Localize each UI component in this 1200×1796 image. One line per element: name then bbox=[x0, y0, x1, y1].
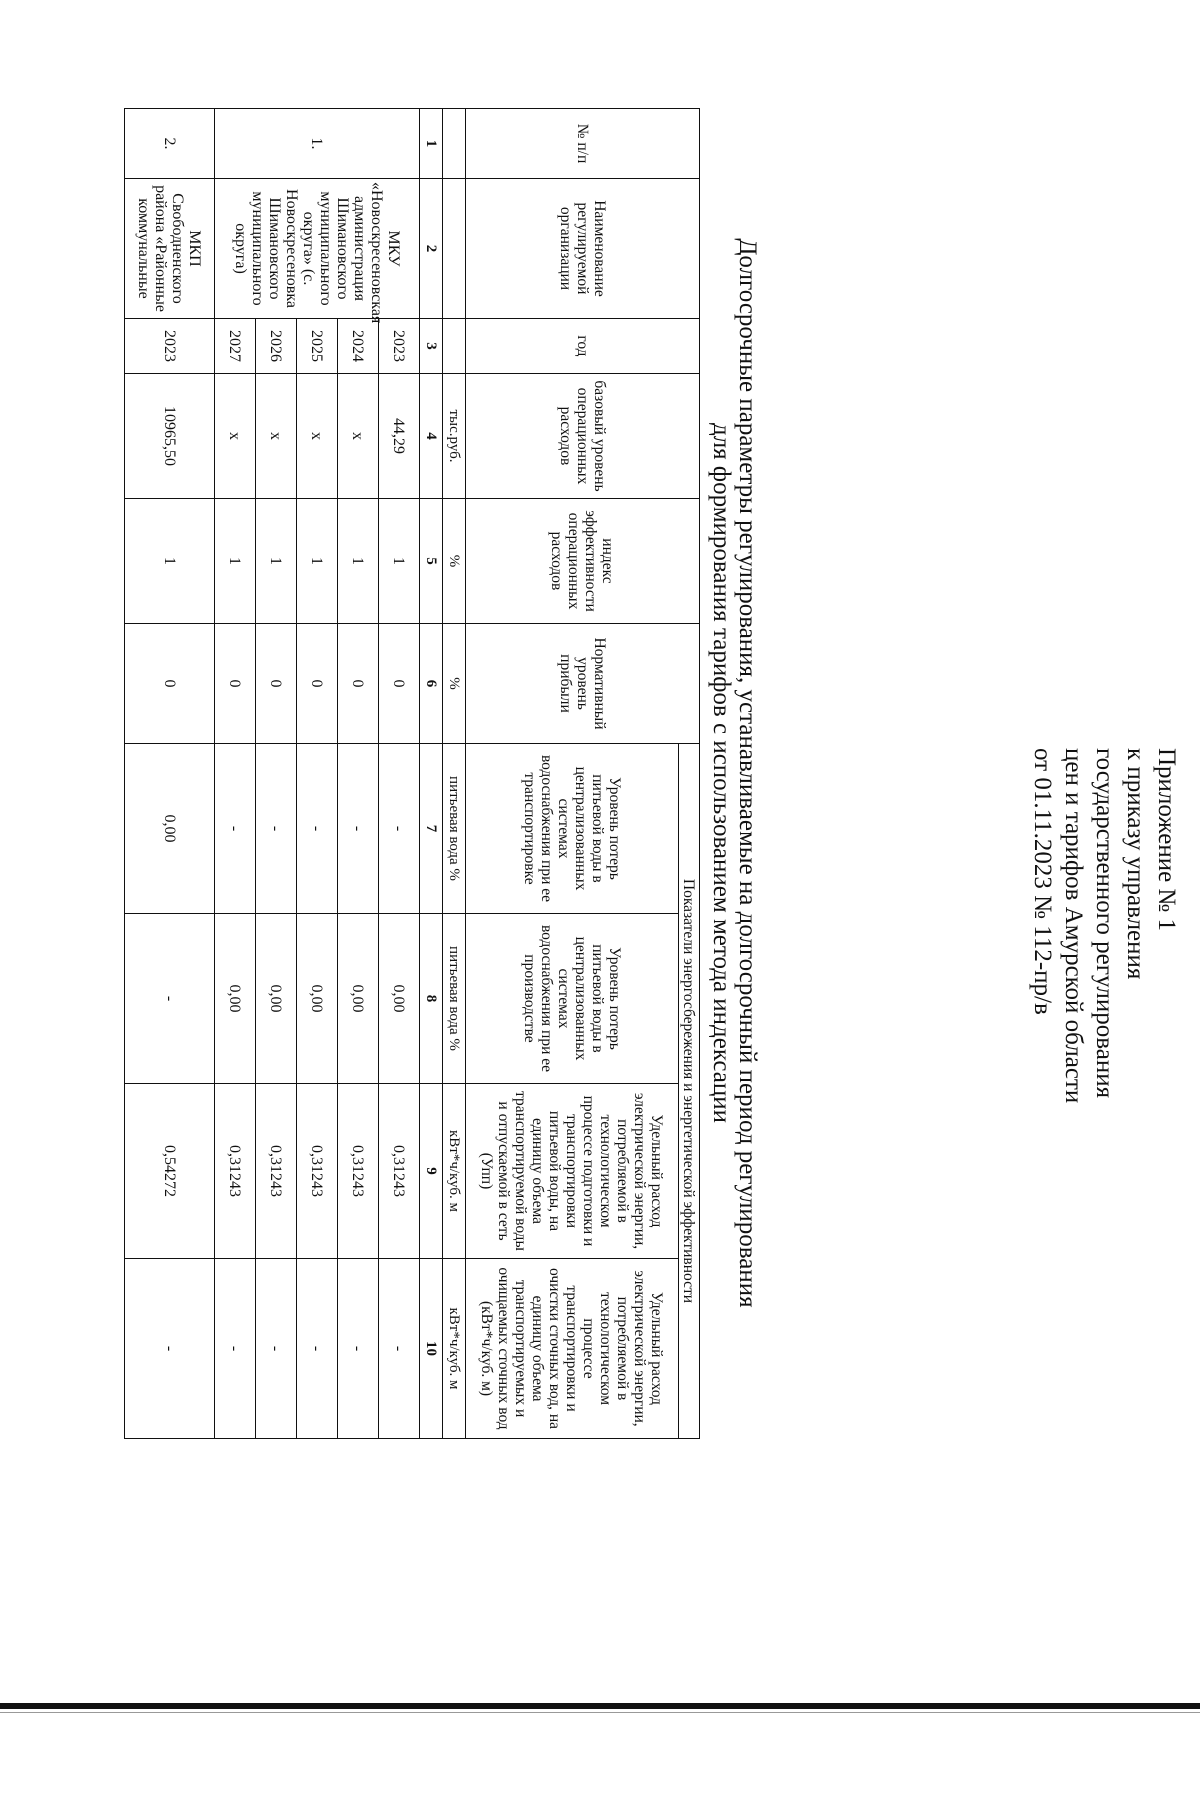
cell-loss-production: - bbox=[125, 914, 215, 1084]
appendix-line: государственного регулирования bbox=[1091, 748, 1118, 1099]
header-profit: Нормативный уровень прибыли bbox=[466, 624, 700, 744]
column-number: 7 bbox=[420, 744, 443, 914]
cell-loss-transport: 0,00 bbox=[125, 744, 215, 914]
cell-spec-waste: - bbox=[297, 1259, 338, 1439]
table-row bbox=[379, 109, 420, 1439]
page-bottom-border-shadow bbox=[0, 1712, 1200, 1713]
cell-spec-water: 0,31243 bbox=[215, 1084, 256, 1259]
cell-loss-production: 0,00 bbox=[256, 914, 297, 1084]
unit-cell: кВт*ч/куб. м bbox=[443, 1259, 466, 1439]
cell-year: 2025 bbox=[297, 319, 338, 374]
cell-base: x bbox=[338, 374, 379, 499]
cell-base: x bbox=[297, 374, 338, 499]
row-number: 2. bbox=[125, 109, 215, 179]
unit-cell bbox=[443, 179, 466, 319]
cell-index: 1 bbox=[379, 499, 420, 624]
column-number: 3 bbox=[420, 319, 443, 374]
cell-index: 1 bbox=[338, 499, 379, 624]
document-title bbox=[708, 108, 760, 1438]
cell-loss-transport: - bbox=[256, 744, 297, 914]
unit-cell: питьевая вода % bbox=[443, 914, 466, 1084]
cell-index: 1 bbox=[215, 499, 256, 624]
cell-index: 1 bbox=[256, 499, 297, 624]
cell-profit: 0 bbox=[338, 624, 379, 744]
parameters-table bbox=[124, 108, 700, 1439]
cell-profit: 0 bbox=[215, 624, 256, 744]
cell-loss-production: 0,00 bbox=[297, 914, 338, 1084]
cell-profit: 0 bbox=[297, 624, 338, 744]
header-loss-transport: Уровень потерь питьевой воды в централизованных системах водоснабжения при ее транспортировке bbox=[466, 744, 679, 914]
cell-year: 2023 bbox=[125, 319, 215, 374]
page-bottom-border bbox=[0, 1703, 1200, 1709]
cell-loss-transport: - bbox=[215, 744, 256, 914]
header-loss-production: Уровень потерь питьевой воды в централизованных системах водоснабжения при ее производстве bbox=[466, 914, 679, 1084]
header-year: год bbox=[466, 319, 700, 374]
cell-spec-waste: - bbox=[125, 1259, 215, 1439]
column-number: 6 bbox=[420, 624, 443, 744]
cell-base: 10965,50 bbox=[125, 374, 215, 499]
column-number: 5 bbox=[420, 499, 443, 624]
title-line-1: Долгосрочные параметры регулирования, устанавливаемые на долгосрочный период регулирования bbox=[734, 238, 761, 1308]
appendix-block bbox=[1027, 748, 1182, 1348]
cell-spec-water: 0,31243 bbox=[379, 1084, 420, 1259]
cell-spec-waste: - bbox=[215, 1259, 256, 1439]
cell-profit: 0 bbox=[379, 624, 420, 744]
appendix-line: от 01.11.2023 № 112-пр/в bbox=[1029, 748, 1056, 1015]
cell-profit: 0 bbox=[256, 624, 297, 744]
column-number: 9 bbox=[420, 1084, 443, 1259]
cell-year: 2023 bbox=[379, 319, 420, 374]
cell-spec-waste: - bbox=[256, 1259, 297, 1439]
header-spec-water: Удельный расход электрической энергии, потребляемой в технологическом процессе подготовки и транспортировки питьевой воды, на единицу объема транспортируемой воды и отпускаемой в сеть (Упп) bbox=[466, 1084, 679, 1259]
cell-loss-production: 0,00 bbox=[379, 914, 420, 1084]
unit-cell: питьевая вода % bbox=[443, 744, 466, 914]
header-index: индекс эффективности операционных расходов bbox=[466, 499, 700, 624]
cell-base: x bbox=[215, 374, 256, 499]
appendix-line: цен и тарифов Амурской области bbox=[1060, 748, 1087, 1104]
appendix-line: к приказу управления bbox=[1122, 748, 1149, 980]
organization-name: МКУ «Новоскресеновская администрация Шимановского муниципального округа» (с. Новоскресеновка Шимановского муниципального округа) bbox=[215, 179, 420, 319]
unit-cell: кВт*ч/куб. м bbox=[443, 1084, 466, 1259]
cell-year: 2026 bbox=[256, 319, 297, 374]
header-org: Наименование регулируемой организации bbox=[466, 179, 700, 319]
unit-cell: тыс.руб. bbox=[443, 374, 466, 499]
column-number: 2 bbox=[420, 179, 443, 319]
cell-spec-water: 0,31243 bbox=[256, 1084, 297, 1259]
cell-spec-waste: - bbox=[379, 1259, 420, 1439]
unit-cell bbox=[443, 109, 466, 179]
cell-loss-production: 0,00 bbox=[215, 914, 256, 1084]
unit-cell: % bbox=[443, 499, 466, 624]
appendix-line: Приложение № 1 bbox=[1153, 748, 1180, 932]
table-row bbox=[125, 109, 215, 1439]
cell-loss-production: 0,00 bbox=[338, 914, 379, 1084]
column-number: 1 bbox=[420, 109, 443, 179]
organization-name: МКП Свободненского района «Районные коммунальные bbox=[125, 179, 215, 319]
cell-spec-water: 0,54272 bbox=[125, 1084, 215, 1259]
header-num: № п/п bbox=[466, 109, 700, 179]
rotated-page bbox=[135, 108, 1182, 1438]
cell-index: 1 bbox=[125, 499, 215, 624]
cell-spec-waste: - bbox=[338, 1259, 379, 1439]
column-number: 4 bbox=[420, 374, 443, 499]
title-line-2: для формирования тарифов с использованием метода индексации bbox=[708, 422, 735, 1124]
cell-year: 2024 bbox=[338, 319, 379, 374]
cell-base: x bbox=[256, 374, 297, 499]
unit-cell bbox=[443, 319, 466, 374]
column-number: 8 bbox=[420, 914, 443, 1084]
header-energy-group: Показатели энергосбережения и энергетической эффективности bbox=[679, 744, 700, 1439]
cell-loss-transport: - bbox=[297, 744, 338, 914]
unit-cell: % bbox=[443, 624, 466, 744]
row-number: 1. bbox=[215, 109, 420, 179]
cell-index: 1 bbox=[297, 499, 338, 624]
cell-base: 44,29 bbox=[379, 374, 420, 499]
cell-spec-water: 0,31243 bbox=[338, 1084, 379, 1259]
column-number: 10 bbox=[420, 1259, 443, 1439]
cell-loss-transport: - bbox=[379, 744, 420, 914]
header-spec-waste: Удельный расход электрической энергии, потребляемой в технологическом процессе транспортировки и очистки сточных вод, на единицу объема транспортируемых и очищаемых сточных вод (кВт*ч/куб. м) bbox=[466, 1259, 679, 1439]
cell-spec-water: 0,31243 bbox=[297, 1084, 338, 1259]
cell-loss-transport: - bbox=[338, 744, 379, 914]
cell-year: 2027 bbox=[215, 319, 256, 374]
cell-profit: 0 bbox=[125, 624, 215, 744]
header-base: базовый уровень операционных расходов bbox=[466, 374, 700, 499]
